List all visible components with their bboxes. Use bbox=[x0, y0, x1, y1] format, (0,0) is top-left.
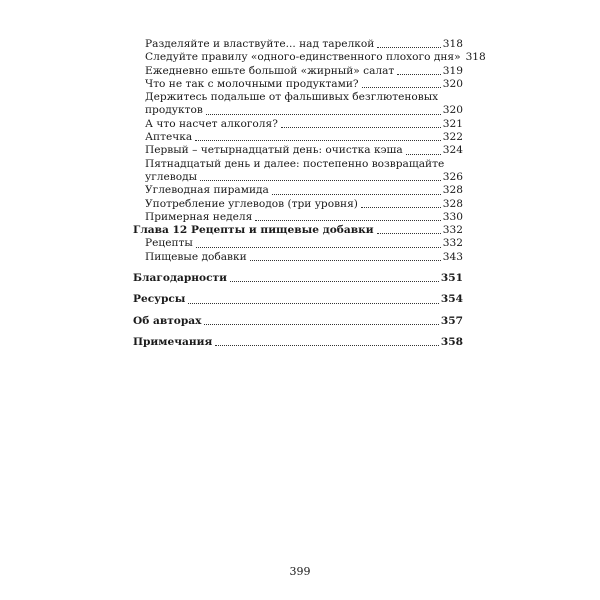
dot-leader bbox=[281, 126, 441, 128]
toc-entry-page: 328 bbox=[442, 197, 463, 210]
toc-chapter-page: 332 bbox=[442, 224, 463, 237]
toc-entry bbox=[133, 144, 463, 157]
toc-entry bbox=[133, 51, 486, 64]
toc-entry bbox=[133, 78, 463, 91]
toc-entry-page: 318 bbox=[465, 51, 486, 64]
dot-leader bbox=[250, 259, 441, 261]
toc-section-page: 358 bbox=[440, 335, 463, 348]
toc-entry-label-line1: Пятнадцатый день и далее: постепенно возвращайте bbox=[145, 157, 445, 170]
toc-entry bbox=[133, 38, 463, 51]
toc-entry-page: 343 bbox=[442, 250, 463, 263]
dot-leader bbox=[406, 153, 441, 155]
dot-leader bbox=[255, 219, 440, 221]
toc-entry-page: 321 bbox=[442, 117, 463, 130]
toc-entry-page: 330 bbox=[442, 210, 463, 223]
toc-entry-label: Разделяйте и властвуйте... над тарелкой bbox=[145, 38, 375, 50]
toc-entry-page: 326 bbox=[442, 170, 463, 183]
toc-section-page: 354 bbox=[440, 293, 463, 306]
toc-entry-page: 319 bbox=[442, 64, 463, 77]
toc-section-entry bbox=[133, 315, 463, 328]
toc-section-entry bbox=[133, 293, 463, 306]
toc-entry bbox=[133, 237, 463, 250]
toc-entry-label: Употребление углеводов (три уровня) bbox=[145, 197, 358, 210]
toc-entry-page: 328 bbox=[442, 184, 463, 197]
toc-entry-multiline bbox=[133, 91, 463, 118]
toc-section-label: Ресурсы bbox=[133, 293, 186, 306]
toc-entry-label-line1: Держитесь подальше от фальшивых безглютеновых bbox=[145, 91, 439, 104]
dot-leader bbox=[206, 113, 441, 115]
toc-entry-label: Следуйте правилу «одного-единственного плохого дня» bbox=[145, 51, 461, 64]
toc-section-label: Примечания bbox=[133, 335, 213, 348]
toc-entry-label: Первый – четырнадцатый день: очистка кэша bbox=[145, 144, 403, 157]
toc-section-entry bbox=[133, 272, 463, 285]
toc-entry bbox=[133, 65, 463, 78]
toc-entry-label: Аптечка bbox=[145, 131, 193, 144]
dot-leader bbox=[215, 344, 439, 346]
dot-leader bbox=[200, 179, 441, 181]
toc-section-page: 357 bbox=[440, 314, 463, 327]
toc-entry bbox=[133, 211, 463, 224]
toc-entry-page: 318 bbox=[442, 38, 463, 50]
toc-entry-label: Углеводная пирамида bbox=[145, 184, 269, 197]
dot-leader bbox=[377, 46, 440, 48]
page-number: 399 bbox=[289, 565, 311, 578]
dot-leader bbox=[361, 206, 441, 208]
dot-leader bbox=[195, 139, 441, 141]
toc-entry-label: А что насчет алкоголя? bbox=[145, 117, 278, 130]
toc-entry bbox=[133, 198, 463, 211]
toc-entry-label: Рецепты bbox=[145, 237, 193, 250]
toc-entry-page: 332 bbox=[442, 237, 463, 250]
toc-chapter-label: Глава 12 Рецепты и пищевые добавки bbox=[133, 224, 374, 237]
toc-entry-multiline bbox=[133, 158, 463, 185]
toc-section-entry bbox=[133, 336, 463, 349]
toc-section-page: 351 bbox=[440, 272, 463, 285]
dot-leader bbox=[362, 86, 441, 88]
dot-leader bbox=[188, 302, 438, 304]
toc-entry-page: 322 bbox=[442, 131, 463, 144]
toc-entry-label: Ежедневно ешьте большой «жирный» салат bbox=[145, 64, 395, 77]
toc-entry-label: Что не так с молочными продуктами? bbox=[145, 77, 359, 90]
dot-leader bbox=[397, 73, 440, 75]
toc-entry-label: Примерная неделя bbox=[145, 210, 253, 223]
toc-entry-label-line2: продуктов bbox=[145, 104, 203, 117]
toc-chapter-entry bbox=[133, 224, 463, 237]
dot-leader bbox=[196, 246, 441, 248]
toc-entry-page: 320 bbox=[442, 77, 463, 90]
dot-leader bbox=[230, 280, 439, 282]
toc-entry-page: 320 bbox=[442, 104, 463, 117]
toc-entry-label: Пищевые добавки bbox=[145, 250, 247, 263]
dot-leader bbox=[204, 323, 438, 325]
dot-leader bbox=[272, 193, 441, 195]
table-of-contents bbox=[133, 38, 486, 349]
toc-entry bbox=[133, 251, 463, 264]
toc-section-label: Об авторах bbox=[133, 314, 202, 327]
toc-entry-label-line2: углеводы bbox=[145, 170, 198, 183]
toc-entry-page: 324 bbox=[442, 144, 463, 157]
toc-entry bbox=[133, 118, 463, 131]
dot-leader bbox=[377, 232, 441, 234]
toc-entry bbox=[133, 131, 463, 144]
toc-entry bbox=[133, 184, 463, 197]
toc-section-label: Благодарности bbox=[133, 272, 227, 285]
